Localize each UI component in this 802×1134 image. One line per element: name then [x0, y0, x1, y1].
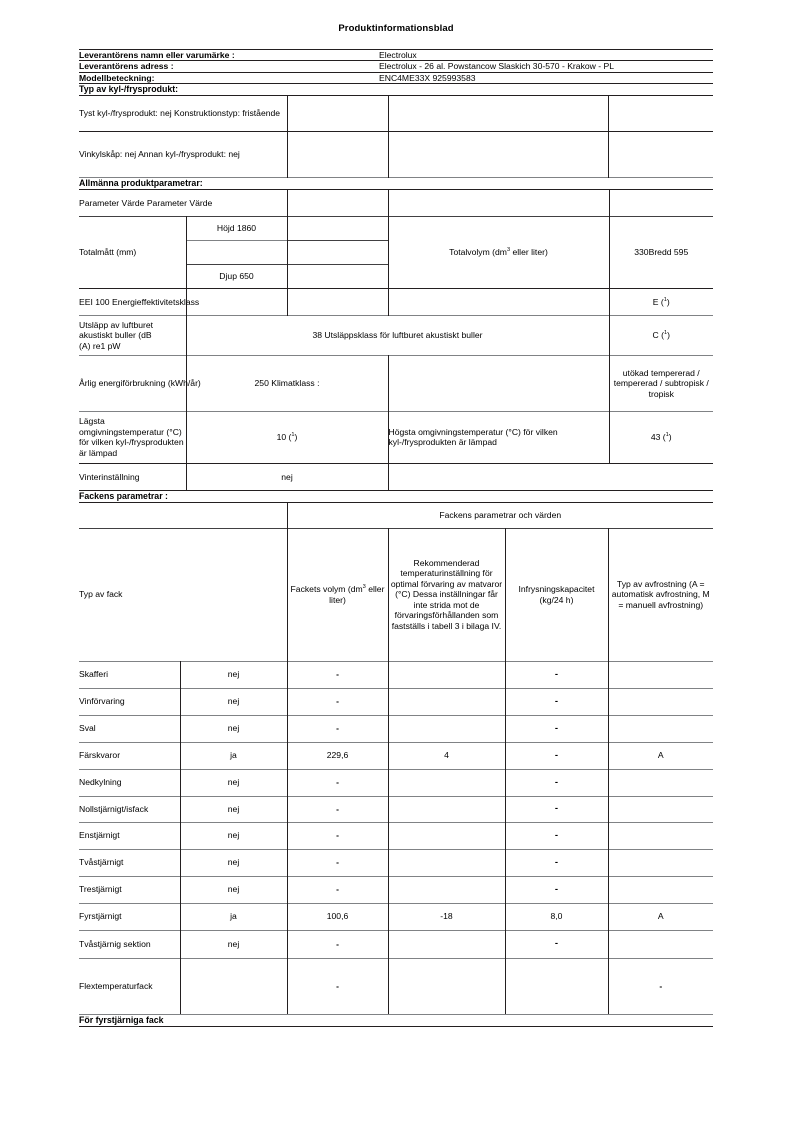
compartment-defrost-dash: - — [659, 981, 663, 992]
table-row — [79, 903, 713, 930]
compartment-volume — [287, 688, 388, 715]
compartment-defrost-type — [608, 849, 713, 876]
col-header-freezing-line2: (kg/24 h) — [539, 594, 574, 605]
table-row — [79, 132, 713, 178]
compartment-temperature — [388, 849, 505, 876]
compartment-type — [79, 958, 180, 1014]
table-row — [79, 849, 713, 876]
compartment-freezing-dash: - — [554, 668, 559, 680]
table-row — [79, 661, 713, 688]
table-row — [79, 189, 713, 216]
compartment-present: nej — [180, 688, 287, 715]
noise-label-line1: Utsläpp av luftburet akustiskt buller (dB — [79, 319, 154, 341]
product-type-empty-4 — [287, 132, 388, 178]
winter-setting-label: Vinterinställning — [79, 463, 186, 490]
table-row — [79, 742, 713, 769]
table-row — [79, 288, 713, 315]
noise-class-end: ) — [667, 330, 670, 341]
compartment-type — [79, 903, 180, 930]
dimension-height-value: Höjd 1860 — [186, 216, 287, 240]
total-volume-value — [609, 216, 713, 288]
table-row — [79, 72, 713, 83]
noise-label — [79, 315, 186, 355]
footer-label: För fyrstjärniga fack — [79, 1015, 713, 1027]
compartment-freezing-capacity — [505, 849, 608, 876]
eei-label-text: EEI 100 Energieffektivitetsklass — [79, 296, 200, 307]
table-row-spacer — [79, 178, 713, 189]
energy-empty — [388, 355, 609, 411]
compartment-present: ja — [180, 742, 287, 769]
compartment-temperature — [388, 958, 505, 1014]
compartment-temperature — [388, 688, 505, 715]
compartment-defrost-type: A — [608, 903, 713, 930]
compartment-volume — [287, 715, 388, 742]
compartment-temperature — [388, 796, 505, 822]
general-parameters-section-label: Allmänna produktparametrar: — [79, 178, 713, 189]
table-row — [79, 502, 713, 528]
compartment-freezing-capacity — [505, 742, 608, 769]
compartment-temperature — [388, 930, 505, 958]
compartment-type — [79, 876, 180, 903]
temp-min-superscript: 1 — [291, 432, 295, 439]
winter-setting-empty — [388, 463, 713, 490]
product-type-empty-3 — [608, 96, 713, 132]
temp-min-value-end: ) — [294, 432, 298, 443]
general-header-text: Parameter Värde Parameter Värde — [79, 197, 213, 208]
eei-value — [609, 288, 713, 315]
energy-value-text: 250 Klimatklass : — [254, 378, 320, 389]
product-type-section-label: Typ av kyl-/frysprodukt: — [79, 84, 713, 95]
compartment-defrost-type — [608, 876, 713, 903]
compartment-freezing-dash: - — [554, 938, 559, 950]
compartment-defrost-type — [608, 822, 713, 849]
compartments-group-header: Fackens parametrar och värden — [287, 502, 713, 528]
table-row — [79, 796, 713, 822]
compartment-volume-dash: - — [336, 857, 339, 868]
product-type-empty-2 — [388, 96, 608, 132]
dimension-depth-empty — [287, 264, 388, 288]
temp-max-label: Högsta omgivningstemperatur (°C) för vilken kyl-/frysprodukten är lämpad — [388, 411, 609, 463]
compartment-present — [180, 958, 287, 1014]
table-row — [79, 463, 713, 490]
temp-max-superscript: 1 — [665, 432, 669, 439]
compartment-temperature — [388, 822, 505, 849]
table-row-spacer — [79, 84, 713, 95]
model-label: Modellbeteckning: — [79, 72, 379, 83]
general-parameters-table — [79, 189, 713, 502]
product-type-empty-6 — [608, 132, 713, 178]
col-header-defrost: Typ av avfrostning (A = automatisk avfrostning, M = manuell avfrostning) — [608, 528, 713, 661]
supplier-address-label: Leverantörens adress : — [79, 61, 379, 72]
compartment-volume: 100,6 — [287, 903, 388, 930]
supplier-table — [79, 49, 713, 95]
compartment-present: nej — [180, 930, 287, 958]
temp-max-value-end: ) — [668, 432, 672, 443]
table-row — [79, 50, 713, 61]
temp-min-value-text: 10 ( — [276, 432, 292, 443]
compartment-type — [79, 742, 180, 769]
table-row — [79, 715, 713, 742]
col-header-freezing-capacity — [505, 528, 608, 661]
compartment-temperature — [388, 661, 505, 688]
dimensions-label: Totalmått (mm) — [79, 216, 186, 288]
compartment-present: nej — [180, 769, 287, 796]
document-body — [79, 0, 713, 1027]
noise-class-value — [609, 315, 713, 355]
compartment-freezing-capacity — [505, 796, 608, 822]
product-type-empty-1 — [287, 96, 388, 132]
page-title: Produktinformationsblad — [338, 23, 454, 34]
compartment-volume — [287, 822, 388, 849]
total-volume-label — [388, 216, 609, 288]
compartment-type-label: Nollstjärnigt/isfack — [79, 803, 149, 814]
compartment-volume — [287, 930, 388, 958]
wine-cabinet-text: Vinkylskåp: nej Annan kyl-/frysprodukt: nej — [79, 149, 240, 160]
compartment-present: nej — [180, 715, 287, 742]
compartment-freezing-capacity — [505, 958, 608, 1014]
table-row — [79, 411, 713, 463]
compartment-volume-dash: - — [336, 669, 339, 680]
compartment-type-label: Tvåstjärnig sektion — [79, 938, 151, 949]
compartment-temperature — [388, 876, 505, 903]
compartment-type — [79, 849, 180, 876]
compartment-type — [79, 688, 180, 715]
compartment-type — [79, 796, 180, 822]
table-row — [79, 958, 713, 1014]
compartment-volume-dash: - — [336, 938, 339, 949]
supplier-name-value: Electrolux — [379, 50, 713, 61]
compartments-section-label: Fackens parametrar : — [79, 490, 713, 501]
compartment-type — [79, 715, 180, 742]
compartment-freezing-dash: - — [554, 803, 559, 815]
compartment-temperature — [388, 715, 505, 742]
compartments-group-header-empty — [79, 502, 287, 528]
compartment-defrost-type — [608, 769, 713, 796]
col-header-volume-superscript: 3 — [362, 584, 366, 591]
general-header-empty-2 — [388, 189, 609, 216]
compartment-freezing-capacity — [505, 822, 608, 849]
compartment-temperature: -18 — [388, 903, 505, 930]
dimension-middle-value — [186, 240, 287, 264]
energy-label — [79, 355, 201, 411]
table-row — [79, 355, 713, 411]
supplier-name-label: Leverantörens namn eller varumärke : — [79, 50, 379, 61]
noise-class-superscript: 1 — [663, 330, 668, 337]
compartment-volume — [287, 958, 388, 1014]
noise-label-line2: (A) re1 pW — [79, 340, 121, 351]
compartment-freezing-dash: - — [554, 749, 559, 761]
total-volume-label-part2: eller liter) — [510, 247, 548, 258]
dimension-depth-value: Djup 650 — [186, 264, 287, 288]
compartment-type-label: Vinförvaring — [79, 696, 125, 707]
total-volume-label-part1: Totalvolym (dm — [449, 247, 507, 258]
compartment-volume-dash: - — [336, 696, 339, 707]
compartment-volume-dash: - — [336, 803, 339, 814]
compartment-type-label: Flextemperaturfack — [79, 981, 153, 992]
compartment-type — [79, 661, 180, 688]
total-volume-superscript: 3 — [506, 247, 511, 254]
table-row — [79, 876, 713, 903]
compartment-freezing-capacity — [505, 769, 608, 796]
compartment-defrost-type: A — [608, 742, 713, 769]
table-row — [79, 769, 713, 796]
eei-empty-2 — [287, 288, 388, 315]
col-header-volume — [287, 528, 388, 661]
compartment-freezing-dash: - — [554, 856, 559, 868]
general-header-label — [79, 189, 287, 216]
noise-middle-text: 38 Utsläppsklass för luftburet akustiskt buller — [312, 330, 483, 341]
compartment-volume-dash: - — [336, 777, 339, 788]
col-header-freezing-line1: Infrysningskapacitet — [518, 584, 595, 595]
compartment-freezing-capacity — [505, 930, 608, 958]
temp-min-label — [79, 411, 186, 463]
footer-table — [79, 1014, 713, 1027]
compartment-present: nej — [180, 661, 287, 688]
compartment-freezing-capacity — [505, 688, 608, 715]
compartment-volume — [287, 769, 388, 796]
compartment-volume-dash: - — [336, 884, 339, 895]
table-row — [79, 528, 713, 661]
compartment-freezing-dash: - — [554, 883, 559, 895]
compartment-defrost-type — [608, 688, 713, 715]
table-row — [79, 61, 713, 72]
compartment-defrost-type — [608, 715, 713, 742]
compartment-type — [79, 769, 180, 796]
noise-middle-value — [186, 315, 609, 355]
compartment-freezing-dash: - — [554, 776, 559, 788]
compartment-volume — [287, 796, 388, 822]
compartment-freezing-capacity: 8,0 — [505, 903, 608, 930]
eei-empty-3 — [388, 288, 609, 315]
compartment-freezing-capacity — [505, 876, 608, 903]
table-row — [79, 688, 713, 715]
table-row — [79, 96, 713, 132]
table-row — [79, 822, 713, 849]
compartment-volume-dash: - — [336, 830, 339, 841]
compartment-volume: 229,6 — [287, 742, 388, 769]
compartment-type-label: Fyrstjärnigt — [79, 911, 122, 922]
compartment-freezing-dash: - — [554, 829, 559, 841]
product-type-empty-5 — [388, 132, 608, 178]
col-header-volume-part2: eller liter) — [329, 584, 385, 605]
table-row — [79, 930, 713, 958]
compartments-table — [79, 502, 713, 1015]
silent-product-text: Tyst kyl-/frysprodukt: nej Konstruktionstyp: fristående — [79, 108, 281, 119]
compartment-type-label: Skafferi — [79, 669, 108, 680]
table-row — [79, 315, 713, 355]
temp-max-value-text: 43 ( — [650, 432, 666, 443]
compartment-defrost-type — [608, 958, 713, 1014]
dimension-middle-empty — [287, 240, 388, 264]
climate-class-value: utökad tempererad / tempererad / subtropisk / tropisk — [609, 355, 713, 411]
compartment-present: ja — [180, 903, 287, 930]
compartment-defrost-type — [608, 930, 713, 958]
compartment-volume — [287, 849, 388, 876]
eei-empty-1 — [186, 288, 287, 315]
compartment-type-label: Tvåstjärnigt — [79, 857, 124, 868]
compartment-type-label: Färskvaror — [79, 750, 121, 761]
winter-setting-value: nej — [186, 463, 388, 490]
eei-value-superscript: 1 — [663, 296, 667, 303]
compartment-defrost-type — [608, 661, 713, 688]
compartment-volume-dash: - — [336, 981, 339, 992]
compartment-type — [79, 930, 180, 958]
energy-label-text: Årlig energiförbrukning (kWh/år) — [79, 378, 201, 389]
compartment-type-label: Nedkylning — [79, 777, 122, 788]
col-header-temperature: Rekommenderad temperaturinställning för optimal förvaring av matvaror (°C) Dessa inställningar får inte strida mot de förvaringsförhållanden som fastställs i tabell 3 i bilaga IV. — [388, 528, 505, 661]
model-value: ENC4ME33X 925993583 — [379, 72, 713, 83]
compartment-type-label: Sval — [79, 723, 96, 734]
compartment-volume-dash: - — [336, 723, 339, 734]
compartment-present: nej — [180, 849, 287, 876]
compartment-type-label: Enstjärnigt — [79, 830, 120, 841]
compartment-temperature — [388, 769, 505, 796]
compartment-freezing-capacity — [505, 715, 608, 742]
col-header-volume-part1: Fackets volym (dm — [290, 584, 363, 595]
compartment-temperature: 4 — [388, 742, 505, 769]
compartment-present: nej — [180, 876, 287, 903]
compartment-type — [79, 822, 180, 849]
compartment-present: nej — [180, 796, 287, 822]
compartment-defrost-type — [608, 796, 713, 822]
general-header-empty-3 — [609, 189, 713, 216]
silent-product-cell — [79, 96, 287, 132]
compartment-freezing-dash: - — [554, 722, 559, 734]
dimension-height-empty — [287, 216, 388, 240]
noise-class-text: C ( — [652, 330, 664, 341]
product-type-table — [79, 95, 713, 189]
temp-min-value — [186, 411, 388, 463]
general-header-empty-1 — [287, 189, 388, 216]
energy-value — [186, 355, 388, 411]
compartment-freezing-dash: - — [554, 695, 559, 707]
col-header-type: Typ av fack — [79, 528, 287, 661]
compartment-freezing-capacity — [505, 661, 608, 688]
compartment-volume — [287, 661, 388, 688]
eei-value-end: ) — [666, 296, 670, 307]
eei-value-text: E ( — [652, 296, 664, 307]
table-row — [79, 216, 713, 240]
compartment-type-label: Trestjärnigt — [79, 884, 122, 895]
temp-min-label-text: Lägsta omgivningstemperatur (°C) för vilken kyl-/frysprodukten är lämpad — [79, 416, 184, 458]
compartment-volume — [287, 876, 388, 903]
compartment-present: nej — [180, 822, 287, 849]
table-row-spacer — [79, 490, 713, 501]
wine-cabinet-cell — [79, 132, 287, 178]
eei-label — [79, 288, 200, 315]
total-volume-value-text: 330Bredd 595 — [634, 247, 689, 258]
table-row — [79, 1015, 713, 1027]
temp-max-value — [609, 411, 713, 463]
supplier-address-value: Electrolux - 26 al. Powstancow Slaskich 30-570 - Krakow - PL — [379, 61, 713, 72]
